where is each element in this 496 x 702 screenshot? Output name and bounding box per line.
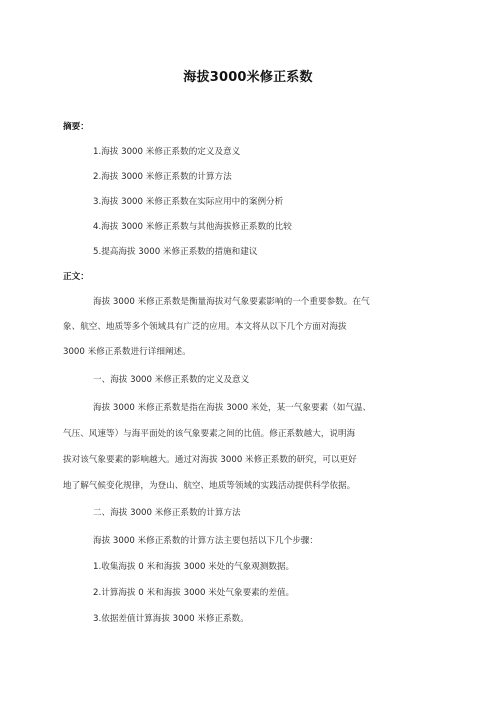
abstract-heading: 摘要： [63,122,89,132]
section2-step: 3.依据差值计算海拔 3000 米修正系数。 [93,614,249,624]
section1-heading: 一、海拔 3000 米修正系数的定义及意义 [93,375,250,385]
section2-step: 2.计算海拔 0 米和海拔 3000 米处气象要素的差值。 [93,588,295,598]
section2-intro: 海拔 3000 米修正系数的计算方法主要包括以下几个步骤： [93,536,318,546]
section1-line: 气压、风速等）与海平面处的该气象要素之间的比值。修正系数越大，说明海 [63,429,356,439]
section2-heading: 二、海拔 3000 米修正系数的计算方法 [93,508,241,518]
section1-line: 拔对该气象要素的影响越大。通过对海拔 3000 米修正系数的研究，可以更好 [63,455,357,465]
abstract-item: 4.海拔 3000 米修正系数与其他海拔修正系数的比较 [93,222,292,232]
intro-line: 象、航空、地质等多个领域具有广泛的应用。本文将从以下几个方面对海拔 [63,322,347,332]
intro-line: 3000 米修正系数进行详细阐述。 [63,347,191,357]
document-title: 海拔3000米修正系数 [183,70,313,85]
section1-line: 地了解气候变化规律，为登山、航空、地质等领域的实践活动提供科学依据。 [63,481,356,491]
abstract-item: 5.提高海拔 3000 米修正系数的措施和建议 [93,247,258,257]
abstract-item: 2.海拔 3000 米修正系数的计算方法 [93,172,232,182]
section1-line: 海拔 3000 米修正系数是指在海拔 3000 米处，某一气象要素（如气温、 [93,403,372,413]
body-heading: 正文： [63,272,89,282]
abstract-item: 3.海拔 3000 米修正系数在实际应用中的案例分析 [93,197,284,207]
intro-line: 海拔 3000 米修正系数是衡量海拔对气象要素影响的一个重要参数。在气 [93,297,370,307]
abstract-item: 1.海拔 3000 米修正系数的定义及意义 [93,147,241,157]
section2-step: 1.收集海拔 0 米和海拔 3000 米处的气象观测数据。 [93,562,295,572]
